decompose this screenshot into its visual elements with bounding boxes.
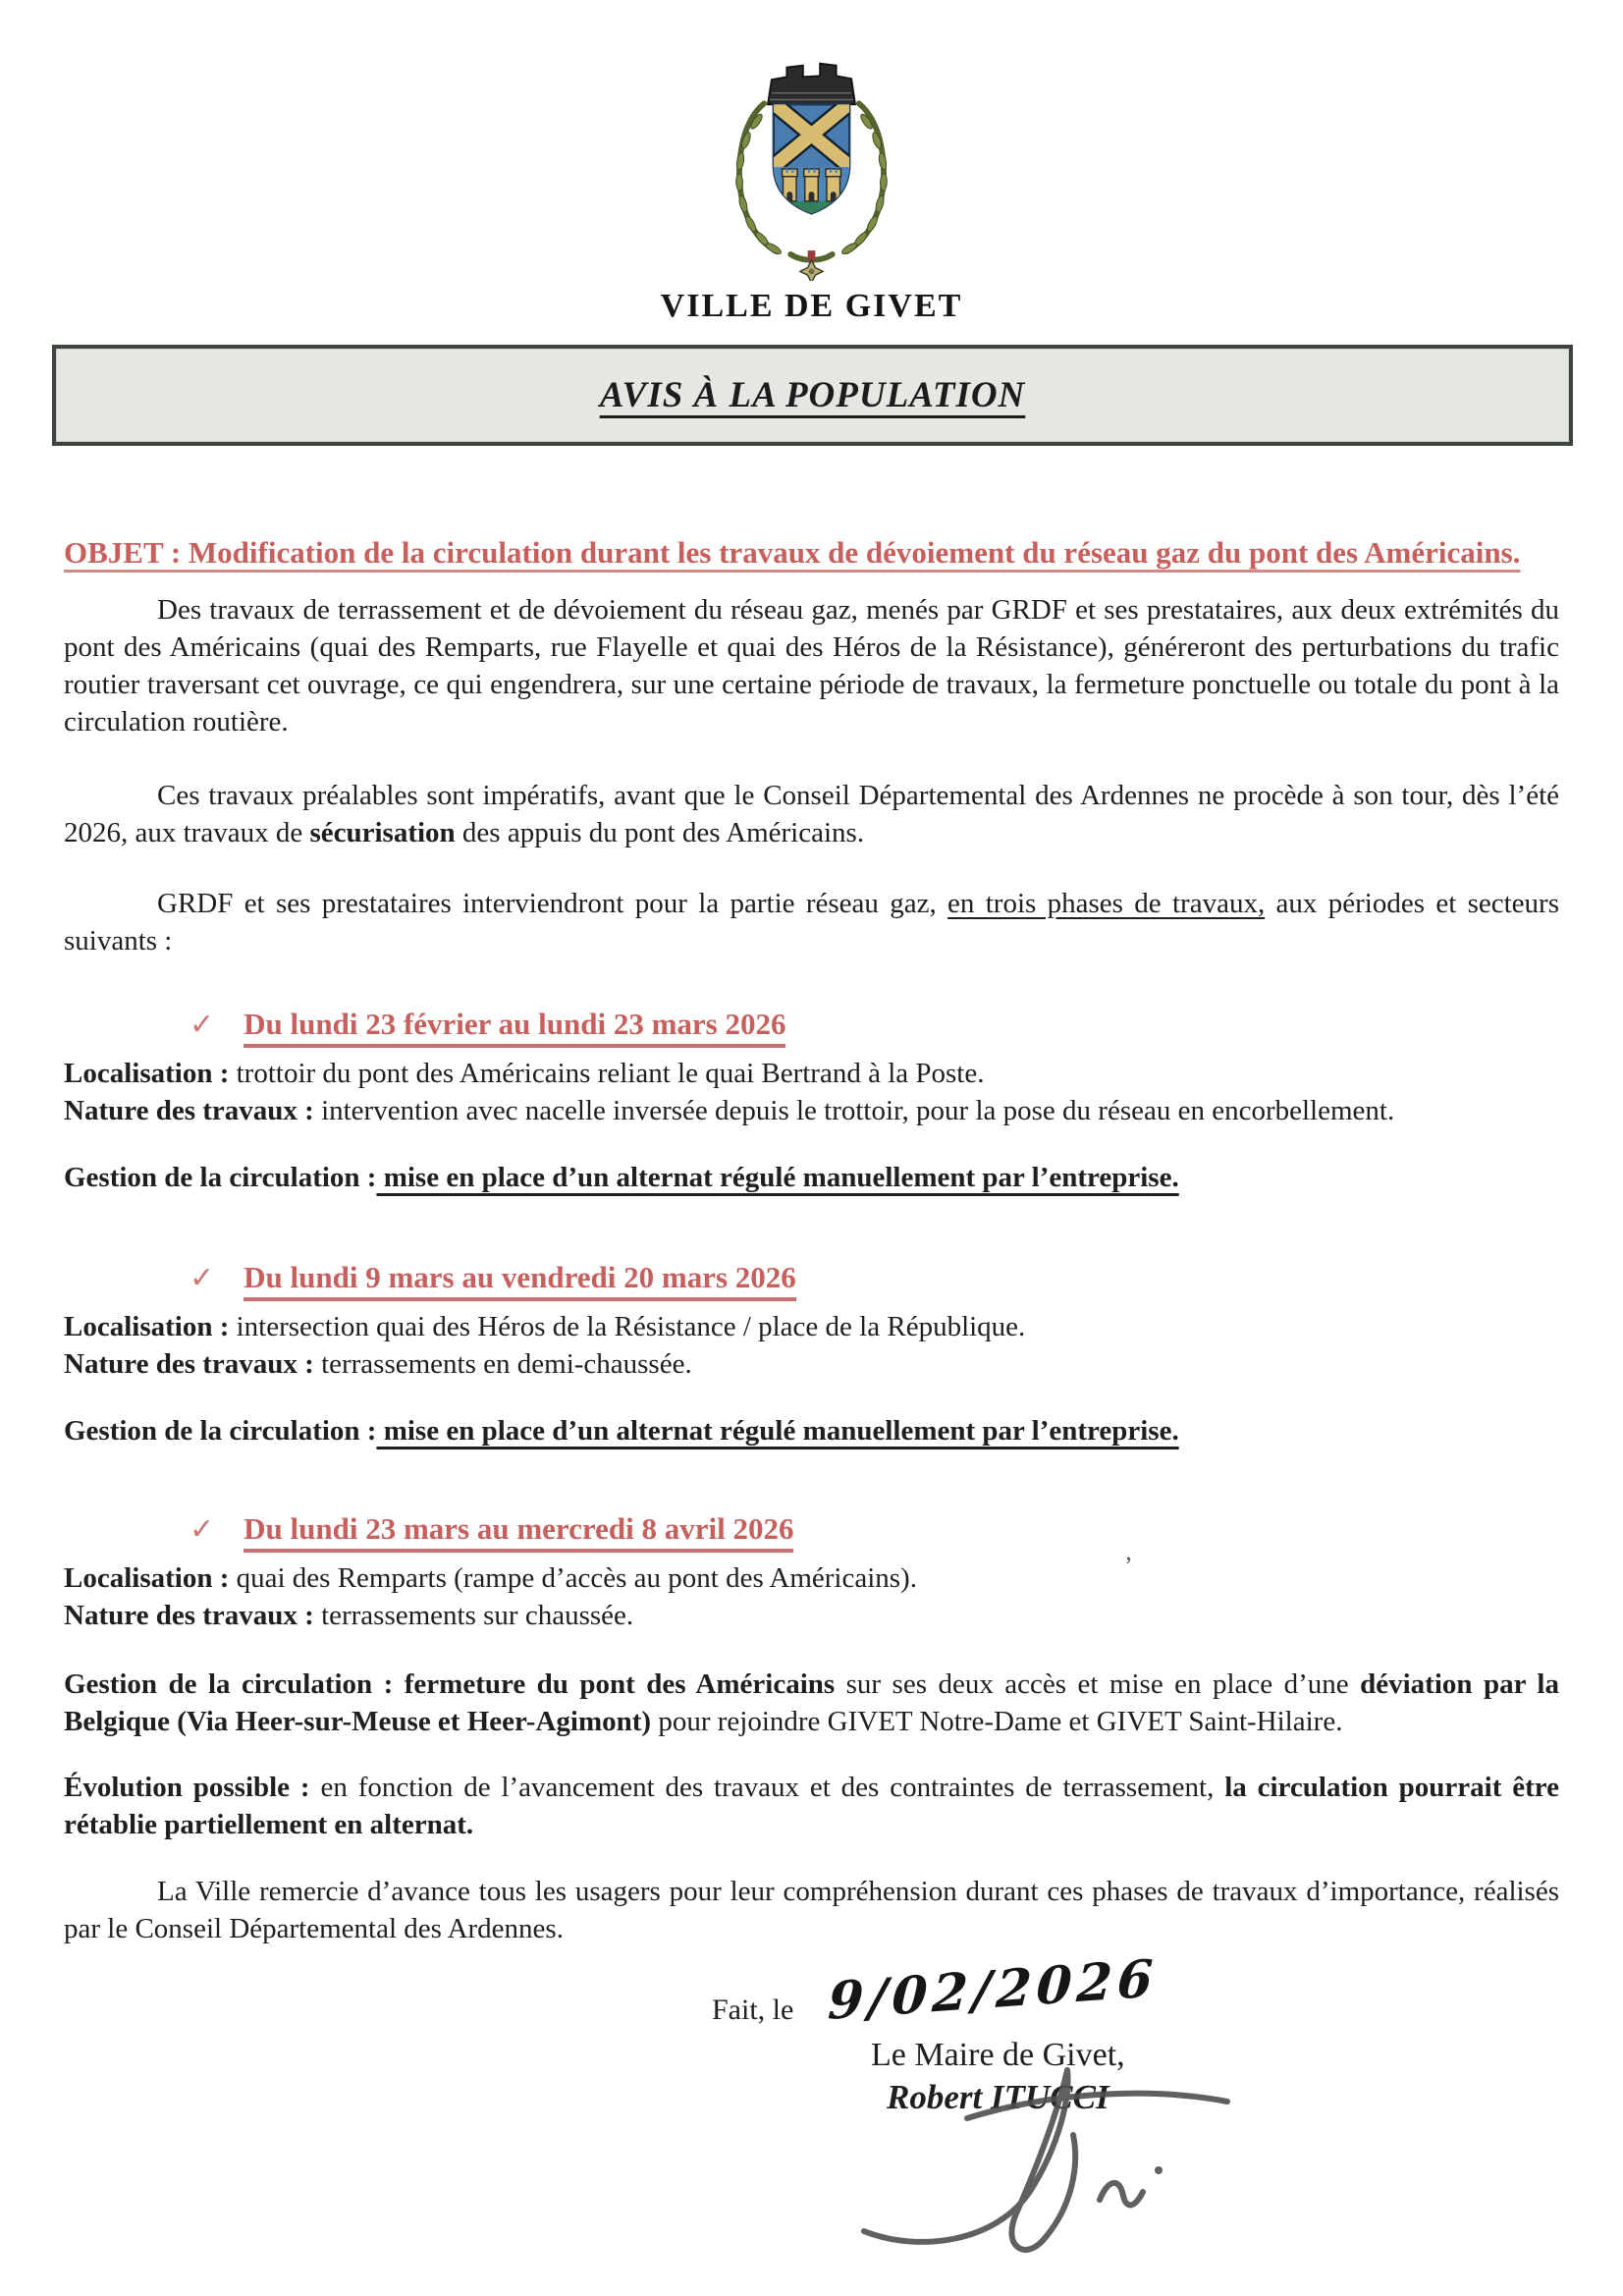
localisation-text: quai des Remparts (rampe d’accès au pont des Américains).: [229, 1562, 917, 1594]
nature-label: Nature des travaux :: [64, 1600, 314, 1631]
mural-crown-icon: [768, 64, 855, 105]
localisation-label: Localisation :: [64, 1311, 230, 1342]
phase3-date: Du lundi 23 mars au mercredi 8 avril 2026: [243, 1511, 793, 1553]
evolution-normal: en fonction de l’avancement des travaux et des contraintes de terrassement,: [309, 1772, 1225, 1803]
subject-heading: OBJET : Modification de la circulation durant les travaux de dévoiement du réseau gaz du pont des Américains.: [64, 535, 1521, 570]
p3-underlined-text: en trois phases de travaux,: [947, 888, 1266, 919]
nature-label: Nature des travaux :: [64, 1348, 314, 1380]
city-name: VILLE DE GIVET: [660, 288, 963, 324]
phase1-details: [64, 1055, 1559, 1196]
handwritten-date: 9/02/2026: [826, 1948, 1160, 2032]
banner: [52, 345, 1573, 446]
phase1-nature: [64, 1092, 1559, 1129]
localisation-label: Localisation :: [64, 1562, 230, 1594]
phase2-heading: [189, 1256, 1559, 1300]
gestion-label: Gestion de la circulation :: [64, 1668, 394, 1700]
phase1-localisation: [64, 1055, 1559, 1092]
gestion-bold-2: déviation par la Belgique (Via Heer-sur-Meuse et Heer-Agimont): [64, 1668, 1559, 1737]
evolution-bold: la circulation pourrait être rétablie partiellement en alternat.: [64, 1772, 1560, 1840]
phase3-localisation: [64, 1552, 1559, 1597]
evolution-label: Évolution possible :: [64, 1772, 310, 1803]
intro-paragraph-3: [64, 885, 1559, 959]
scan-artifact-mark: ’: [1124, 1552, 1133, 1580]
nature-text: terrassements en demi-chaussée.: [313, 1348, 692, 1380]
check-icon: ✓: [189, 1262, 215, 1294]
gestion-normal-2: pour rejoindre GIVET Notre-Dame et GIVET Saint-Hilaire.: [651, 1706, 1343, 1737]
localisation-label: Localisation :: [64, 1058, 230, 1089]
phase1-heading: [189, 1003, 1559, 1047]
mayor-name: Robert ITUCCI: [887, 2078, 1109, 2116]
signature-block: [64, 1948, 1559, 2269]
p3-text: GRDF et ses prestataires interviendront pour la partie réseau gaz,: [157, 888, 948, 919]
p3-text-after: aux périodes et secteurs suivants :: [64, 888, 1559, 957]
gestion-label: Gestion de la circulation :: [64, 1162, 377, 1193]
intro-paragraph-1: Des travaux de terrassement et de dévoiement du réseau gaz, menés par GRDF et ses prestataires, aux deux extrémités du pont des Américains (quai des Remparts, rue Flayelle et quai des Héros de la Résistance), généreront des perturbations du trafic routier traversant cet ouvrage, ce qui engendrera, sur une certaine période de travaux, la fermeture ponctuelle ou totale du pont à la circulation routière.: [64, 594, 1559, 738]
phase3-heading: [189, 1507, 1559, 1552]
gestion-normal-1: sur ses deux accès et mise en place d’une: [845, 1668, 1361, 1700]
phase1-gestion: [64, 1159, 1559, 1196]
nature-text: terrassements sur chaussée.: [313, 1600, 634, 1631]
localisation-text: intersection quai des Héros de la Résistance / place de la République.: [229, 1311, 1026, 1342]
crest-block: [64, 0, 1559, 286]
phase2-nature: [64, 1345, 1559, 1383]
phase3-nature: [64, 1597, 1559, 1634]
phase3-details: [64, 1552, 1559, 1634]
p2-text-after: des appuis du pont des Américains.: [455, 817, 865, 848]
check-icon: ✓: [189, 1513, 215, 1546]
mayor-title: Le Maire de Givet,: [871, 2037, 1125, 2073]
nature-label: Nature des travaux :: [64, 1095, 314, 1126]
intro-paragraph-2: [64, 777, 1559, 851]
fait-le-label: Fait, le: [712, 1994, 794, 2026]
phase2-date: Du lundi 9 mars au vendredi 20 mars 2026: [243, 1260, 796, 1301]
p2-bold-text: sécurisation: [309, 817, 456, 848]
gestion-text: mise en place d’un alternat régulé manuellement par l’entreprise.: [376, 1162, 1179, 1193]
phase3-gestion-paragraph: [64, 1666, 1559, 1740]
phase2-details: [64, 1308, 1559, 1449]
phase2-gestion: [64, 1412, 1559, 1449]
localisation-text: trottoir du pont des Américains reliant le quai Bertrand à la Poste.: [229, 1058, 985, 1089]
city-crest-icon: [716, 57, 907, 281]
closing-paragraph: La Ville remercie d’avance tous les usagers pour leur compréhension durant ces phases de travaux d’importance, réalisés par le Conseil Départemental des Ardennes.: [64, 1876, 1559, 1944]
gestion-label: Gestion de la circulation :: [64, 1415, 377, 1447]
gestion-bold-1: fermeture du pont des Américains: [393, 1668, 846, 1700]
medal-cross-icon: [800, 260, 823, 281]
check-icon: ✓: [189, 1009, 215, 1041]
nature-text: intervention avec nacelle inversée depuis le trottoir, pour la pose du réseau en encorbellement.: [313, 1095, 1395, 1126]
evolution-paragraph: [64, 1769, 1559, 1843]
signature-scribble-icon: [849, 2045, 1242, 2256]
gestion-text: mise en place d’un alternat régulé manuellement par l’entreprise.: [376, 1415, 1179, 1447]
p2-text: Ces travaux préalables sont impératifs, avant que le Conseil Départemental des Ardennes ne procède à son tour, dès l’été 2026, aux travaux de: [64, 780, 1559, 848]
banner-title: AVIS À LA POPULATION: [599, 375, 1026, 415]
phase2-localisation: [64, 1308, 1559, 1345]
phase1-date: Du lundi 23 février au lundi 23 mars 2026: [243, 1007, 785, 1048]
